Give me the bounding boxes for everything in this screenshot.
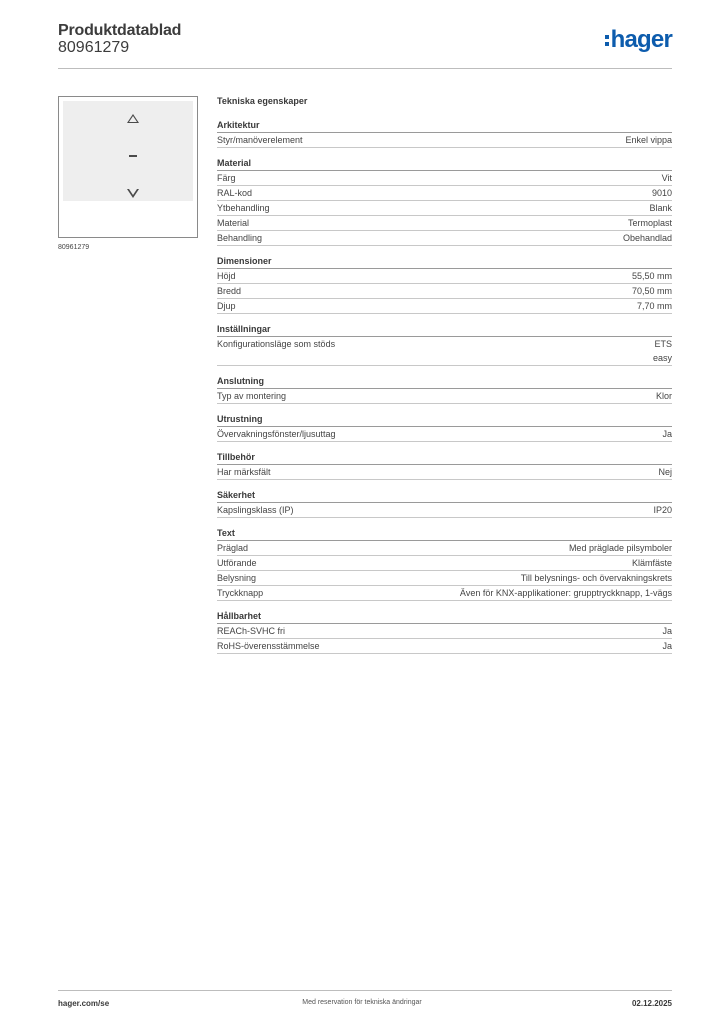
footer-date: 02.12.2025 bbox=[631, 999, 672, 1008]
spec-section bbox=[217, 119, 672, 148]
spec-section bbox=[217, 413, 672, 442]
spec-label: Tryckknapp bbox=[217, 588, 264, 598]
spec-value: Även för KNX-applikationer: grupptryckknapp, 1-vägs bbox=[459, 588, 672, 598]
spec-row bbox=[217, 299, 672, 314]
spec-value: Ja bbox=[662, 429, 672, 439]
section-title: Tillbehör bbox=[217, 451, 672, 465]
spec-value: 7,70 mm bbox=[636, 301, 672, 311]
spec-section bbox=[217, 323, 672, 366]
spec-row bbox=[217, 284, 672, 299]
spec-row bbox=[217, 389, 672, 404]
spec-label: Belysning bbox=[217, 573, 257, 583]
spec-sections bbox=[217, 119, 672, 654]
spec-section bbox=[217, 527, 672, 601]
spec-row bbox=[217, 186, 672, 201]
spec-value: ETS easy bbox=[652, 339, 672, 363]
spec-label: Präglad bbox=[217, 543, 249, 553]
spec-value: Klämfäste bbox=[631, 558, 672, 568]
spec-value: IP20 bbox=[653, 505, 672, 515]
spec-label: Färg bbox=[217, 173, 236, 183]
spec-row bbox=[217, 231, 672, 246]
spec-value: Enkel vippa bbox=[625, 135, 672, 145]
technical-specifications bbox=[217, 96, 672, 663]
arrow-up-icon bbox=[127, 114, 139, 123]
spec-row bbox=[217, 216, 672, 231]
spec-row bbox=[217, 586, 672, 601]
spec-label: Typ av montering bbox=[217, 391, 287, 401]
spec-label: Har märksfält bbox=[217, 467, 271, 477]
spec-value: Vit bbox=[661, 173, 672, 183]
spec-row bbox=[217, 571, 672, 586]
logo-dots-icon bbox=[605, 35, 609, 46]
section-title: Utrustning bbox=[217, 413, 672, 427]
spec-label: Övervakningsfönster/ljusuttag bbox=[217, 429, 336, 439]
switch-plate bbox=[63, 101, 193, 201]
spec-label: Kapslingsklass (IP) bbox=[217, 505, 294, 515]
spec-label: Material bbox=[217, 218, 250, 228]
spec-row bbox=[217, 201, 672, 216]
spec-section bbox=[217, 489, 672, 518]
image-caption: 80961279 bbox=[58, 244, 90, 251]
spec-section bbox=[217, 157, 672, 246]
spec-value: 70,50 mm bbox=[631, 286, 672, 296]
section-title: Text bbox=[217, 527, 672, 541]
spec-row bbox=[217, 337, 672, 366]
spec-label: Höjd bbox=[217, 271, 236, 281]
spec-value: Blank bbox=[649, 203, 672, 213]
document-number: 80961279 bbox=[58, 39, 130, 56]
spec-value: 9010 bbox=[651, 188, 672, 198]
spec-section bbox=[217, 255, 672, 314]
logo-text: hager bbox=[610, 26, 672, 53]
spec-label: Konfigurationsläge som stöds bbox=[217, 339, 336, 349]
section-title: Arkitektur bbox=[217, 119, 672, 133]
footer-website-link[interactable]: hager.com/se bbox=[58, 999, 110, 1008]
spec-row bbox=[217, 269, 672, 284]
hager-logo bbox=[605, 28, 672, 52]
spec-value: Med präglade pilsymboler bbox=[568, 543, 672, 553]
spec-value: Termoplast bbox=[627, 218, 672, 228]
spec-label: Styr/manöverelement bbox=[217, 135, 303, 145]
spec-label: REACh-SVHC fri bbox=[217, 626, 286, 636]
spec-row bbox=[217, 427, 672, 442]
header-divider bbox=[58, 68, 672, 69]
spec-label: RAL-kod bbox=[217, 188, 253, 198]
spec-label: Utförande bbox=[217, 558, 257, 568]
spec-value: 55,50 mm bbox=[631, 271, 672, 281]
spec-row bbox=[217, 639, 672, 654]
specs-heading: Tekniska egenskaper bbox=[217, 96, 308, 106]
spec-row bbox=[217, 133, 672, 148]
spec-label: Behandling bbox=[217, 233, 263, 243]
spec-row bbox=[217, 465, 672, 480]
section-title: Anslutning bbox=[217, 375, 672, 389]
section-title: Dimensioner bbox=[217, 255, 672, 269]
page-header bbox=[58, 22, 672, 68]
arrow-down-icon bbox=[127, 189, 139, 198]
spec-section bbox=[217, 451, 672, 480]
section-title: Material bbox=[217, 157, 672, 171]
spec-value: Klor bbox=[655, 391, 672, 401]
footer-divider bbox=[58, 990, 672, 991]
spec-row bbox=[217, 503, 672, 518]
product-image bbox=[58, 96, 198, 238]
spec-value: Ja bbox=[662, 626, 672, 636]
document-title: Produktdatablad bbox=[58, 22, 182, 39]
section-title: Inställningar bbox=[217, 323, 672, 337]
spec-section bbox=[217, 610, 672, 654]
spec-value: Till belysnings- och övervakningskrets bbox=[520, 573, 672, 583]
spec-value: Nej bbox=[658, 467, 672, 477]
spec-row bbox=[217, 171, 672, 186]
dash-icon bbox=[129, 155, 137, 157]
spec-row bbox=[217, 624, 672, 639]
spec-label: Bredd bbox=[217, 286, 242, 296]
spec-label: Djup bbox=[217, 301, 236, 311]
spec-label: Ytbehandling bbox=[217, 203, 270, 213]
section-title: Hållbarhet bbox=[217, 610, 672, 624]
footer-disclaimer: Med reservation för tekniska ändringar bbox=[302, 999, 422, 1006]
spec-row bbox=[217, 556, 672, 571]
spec-value: Obehandlad bbox=[622, 233, 672, 243]
spec-section bbox=[217, 375, 672, 404]
spec-row bbox=[217, 541, 672, 556]
spec-label: RoHS-överensstämmelse bbox=[217, 641, 320, 651]
spec-value: Ja bbox=[662, 641, 672, 651]
section-title: Säkerhet bbox=[217, 489, 672, 503]
